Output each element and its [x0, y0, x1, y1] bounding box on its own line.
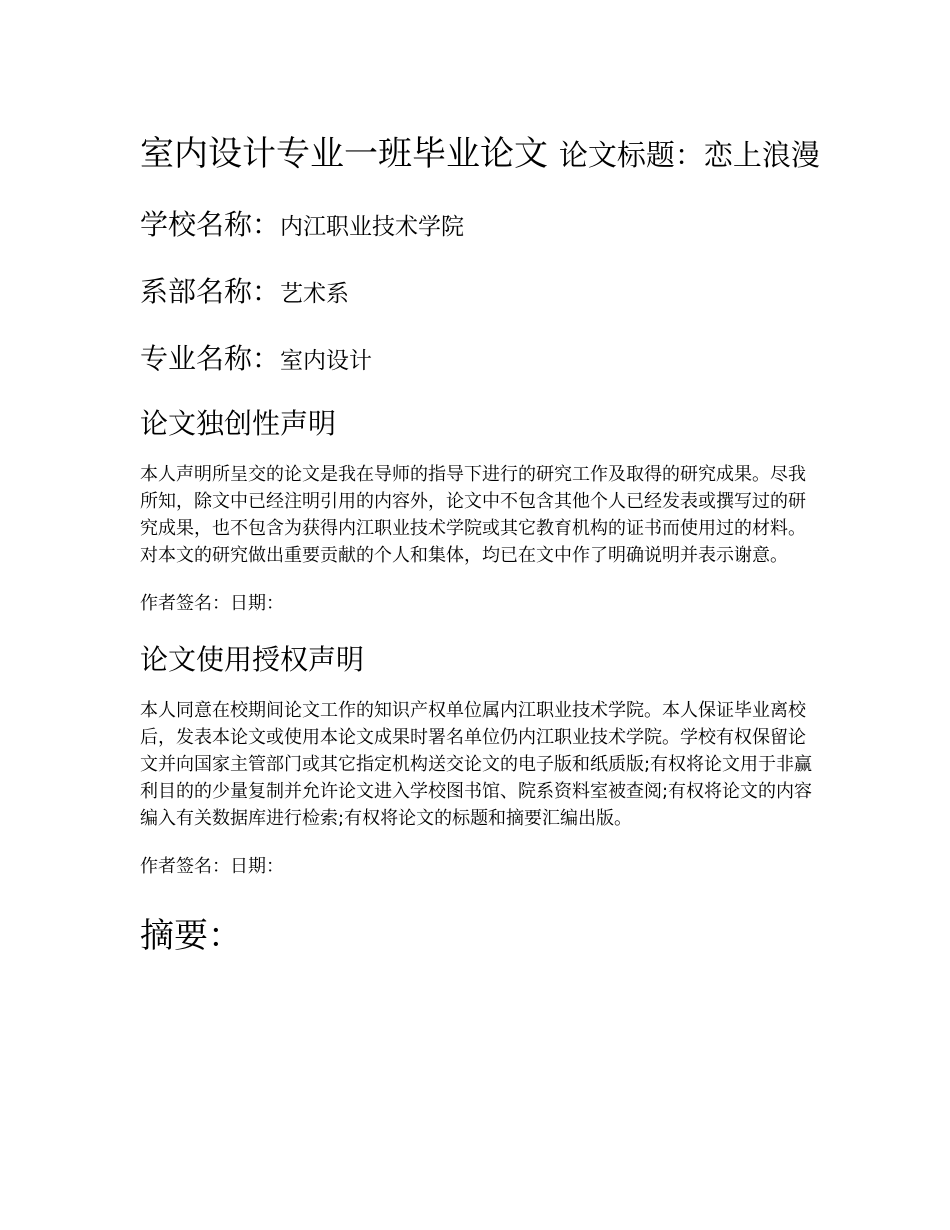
- title-main: 室内设计专业一班毕业论文: [140, 134, 548, 174]
- school-label: 学校名称：: [140, 208, 281, 241]
- major-line: [140, 339, 820, 381]
- major-label: 专业名称：: [140, 342, 281, 375]
- department-value: 艺术系: [280, 281, 350, 307]
- department-line: [140, 272, 820, 314]
- originality-signature: 作者签名：日期：: [140, 593, 284, 614]
- major-value: 室内设计: [280, 348, 373, 374]
- authorization-signature: 作者签名：日期：: [140, 856, 284, 877]
- department-label: 系部名称：: [140, 275, 281, 308]
- authorization-heading: 论文使用授权声明: [140, 643, 365, 676]
- title-sub: 论文标题：恋上浪漫: [558, 138, 820, 172]
- authorization-body: 本人同意在校期间论文工作的知识产权单位属内江职业技术学院。本人保证毕业离校后，发表本论文或使用本论文成果时署名单位仍内江职业技术学院。学校有权保留论文并向国家主管部门或其它指定机构送交论文的电子版和纸质版;有权将论文用于非赢利目的的少量复制并允许论文进入学校图书馆、院系资料室被查阅;有权将论文的内容编入有关数据库进行检索;有权将论文的标题和摘要汇编出版。: [140, 700, 813, 829]
- originality-heading: 论文独创性声明: [140, 407, 337, 440]
- school-line: [140, 205, 820, 247]
- abstract-heading: 摘要：: [140, 916, 242, 956]
- originality-body: 本人声明所呈交的论文是我在导师的指导下进行的研究工作及取得的研究成果。尽我所知，除文中已经注明引用的内容外，论文中不包含其他个人已经发表或撰写过的研究成果，也不包含为获得内江职业技术学院或其它教育机构的证书而使用过的材料。对本文的研究做出重要贡献的个人和集体，均已在文中作了明确说明并表示谢意。: [140, 464, 806, 566]
- document-title: [140, 124, 820, 185]
- school-value: 内江职业技术学院: [280, 214, 465, 240]
